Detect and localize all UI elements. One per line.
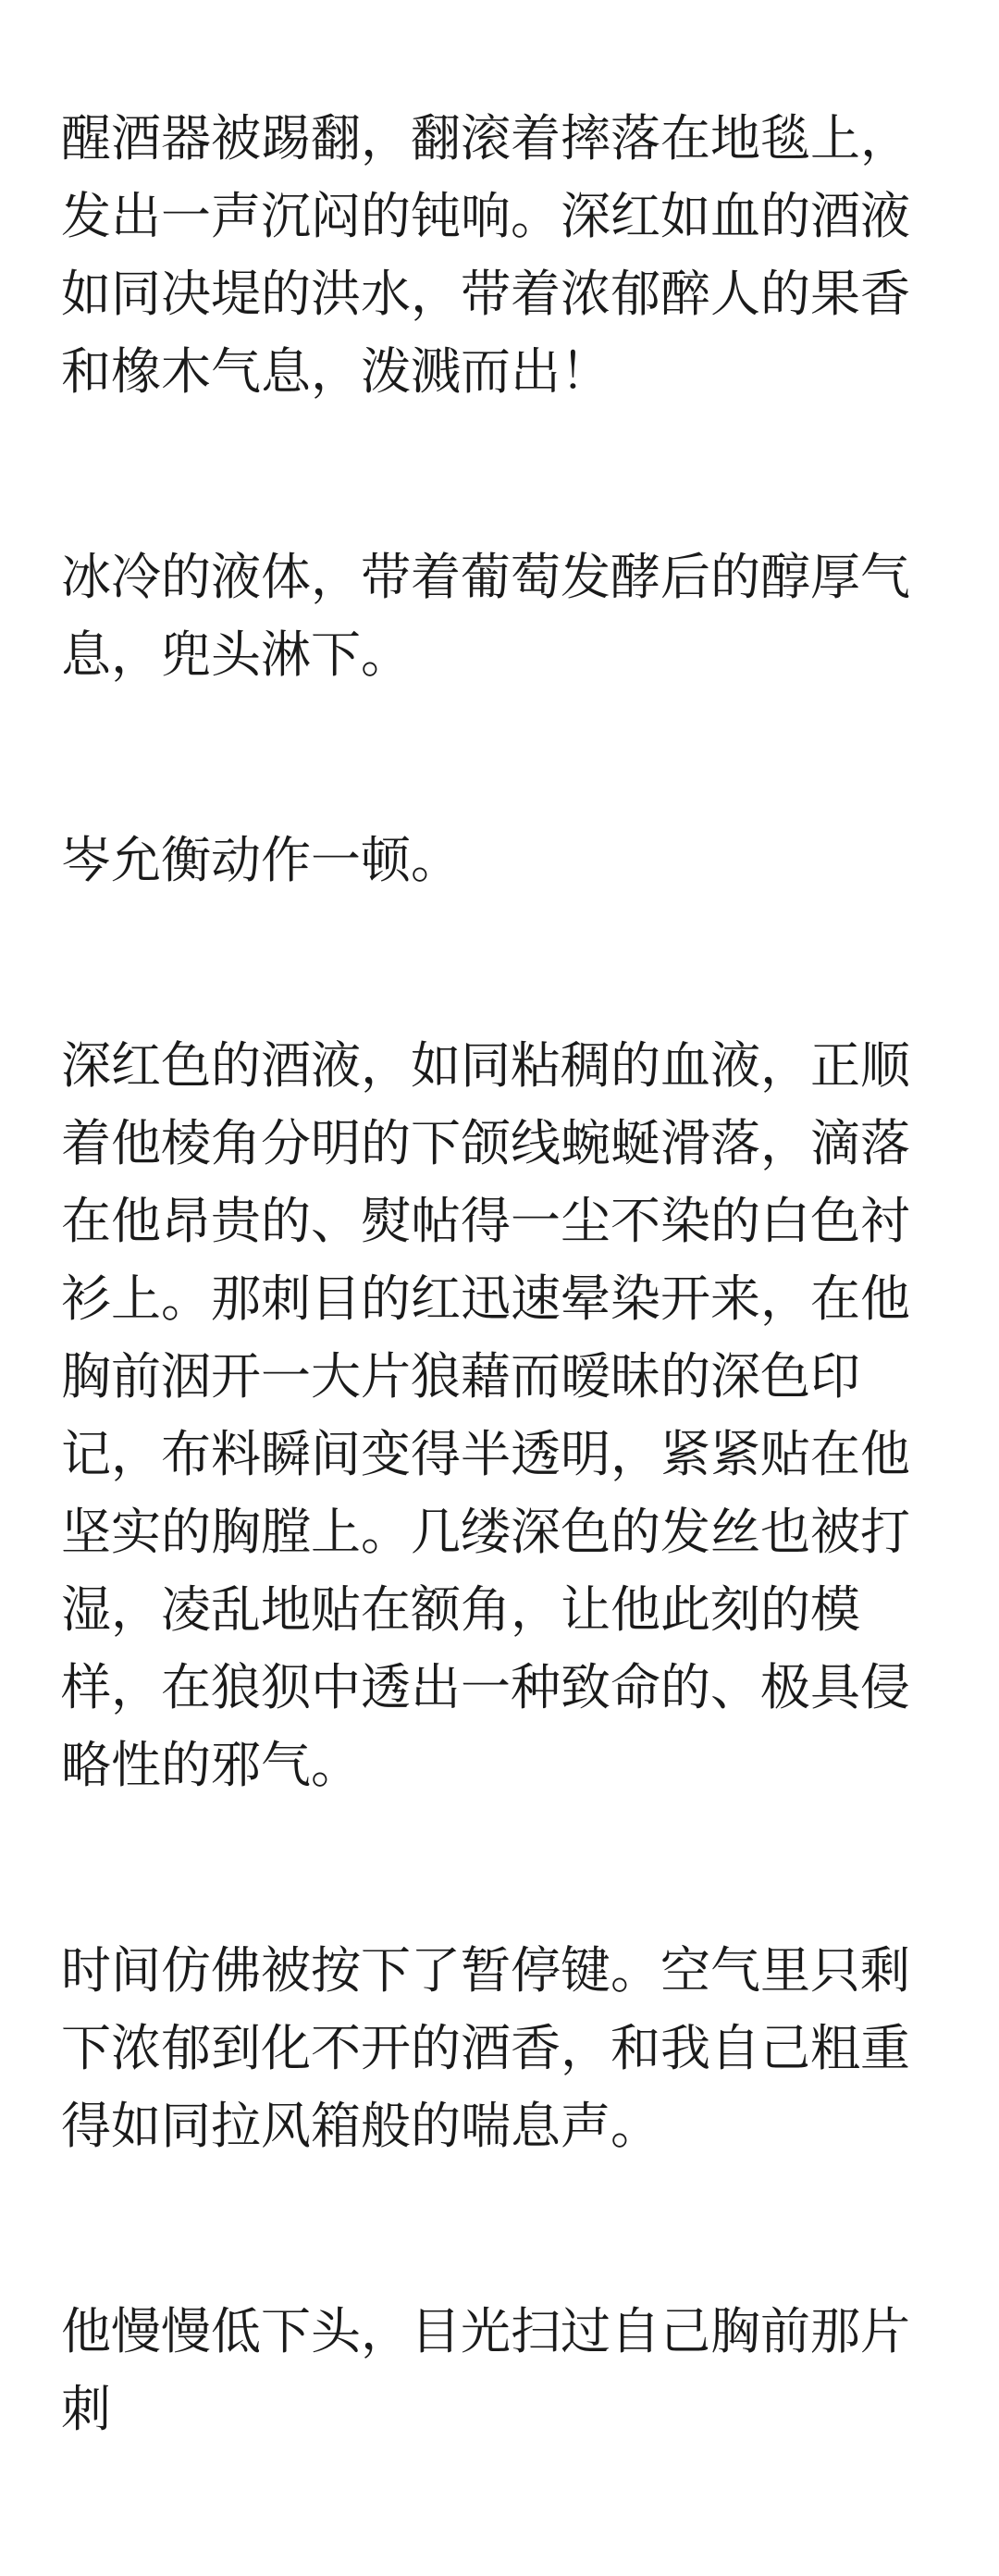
paragraph-3: 岑允衡动作一顿。 <box>61 831 461 889</box>
paragraph-2: 冰冷的液体，带着葡萄发酵后的醇厚气息，兜头淋下。 <box>61 548 910 684</box>
story-text <box>61 100 949 2576</box>
paragraph-4: 深红色的酒液，如同粘稠的血液，正顺着他棱角分明的下颌线蜿蜒滑落，滴落在他昂贵的、熨帖得一尘不染的白色衬衫上。那刺目的红迅速晕染开来，在他胸前洇开一大片狼藉而暧昧的深色印记，布料瞬间变得半透明，紧紧贴在他坚实的胸膛上。几缕深色的发丝也被打湿，凌乱地贴在额角，让他此刻的模样，在狼狈中透出一种致命的、极具侵略性的邪气。 <box>61 1036 910 1794</box>
paragraph-1: 醒酒器被踢翻，翻滚着摔落在地毯上，发出一声沉闷的钝响。深红如血的酒液如同决堤的洪水，带着浓郁醉人的果香和橡木气息，泼溅而出！ <box>61 109 910 401</box>
paragraph-6: 他慢慢低下头，目光扫过自己胸前那片刺 <box>61 2302 910 2438</box>
paragraph-5: 时间仿佛被按下了暂停键。空气里只剩下浓郁到化不开的酒香，和我自己粗重得如同拉风箱般的喘息声。 <box>61 1941 910 2155</box>
